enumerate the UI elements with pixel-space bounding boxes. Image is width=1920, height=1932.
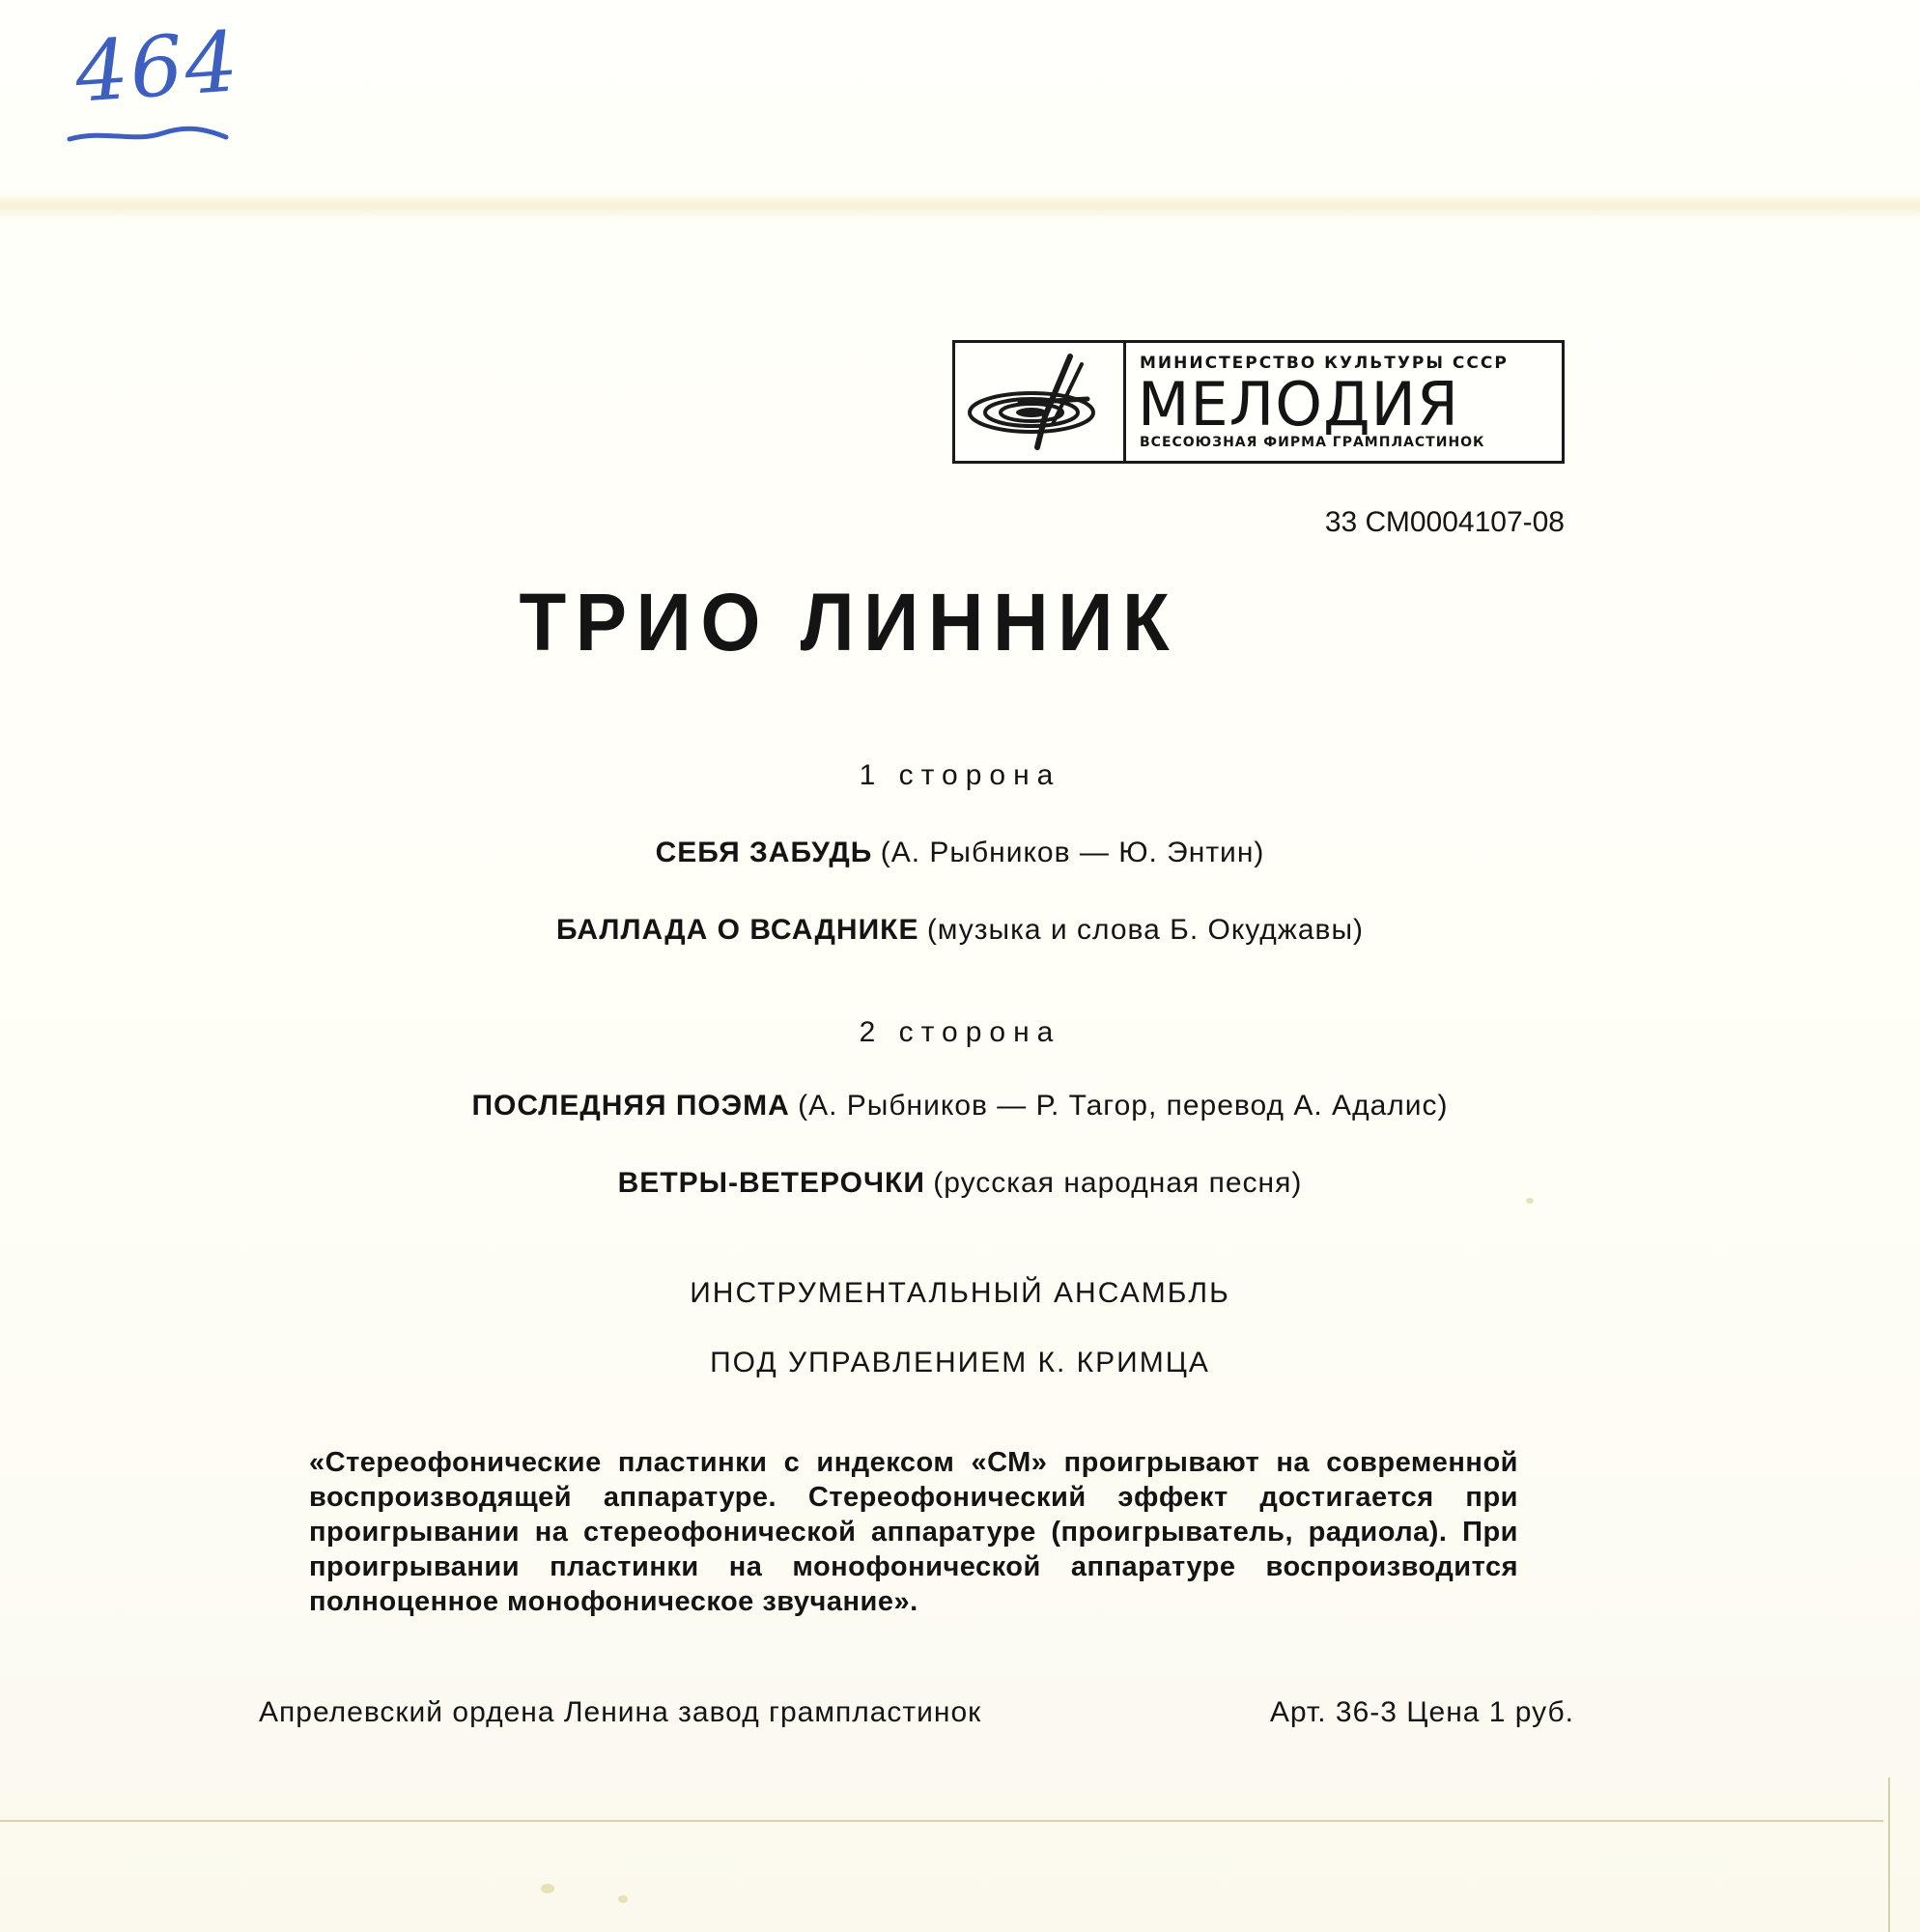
record-swirl-icon	[962, 349, 1116, 455]
logo-ministry-text: МИНИСТЕРСТВО КУЛЬТУРЫ СССР	[1140, 354, 1509, 373]
manufacturer-text: Апрелевский ордена Ленина завод грампластинок	[259, 1696, 982, 1728]
paper-speck	[618, 1895, 628, 1903]
melodiya-emblem-icon	[955, 343, 1126, 461]
track-credit: (А. Рыбников — Р. Тагор, перевод А. Адалис)	[798, 1090, 1449, 1122]
track-title: БАЛЛАДА О ВСАДНИКЕ	[555, 914, 919, 946]
article-price-text: Арт. 36-3 Цена 1 руб.	[1269, 1696, 1574, 1728]
logo-brand-text: МЕЛОДИЯ	[1138, 369, 1459, 440]
side-2-heading: 2 сторона	[859, 1016, 1061, 1048]
track-credit: (музыка и слова Б. Окуджавы)	[926, 914, 1365, 946]
logo-company-text: ВСЕСОЮЗНАЯ ФИРМА ГРАМПЛАСТИНОК	[1140, 435, 1485, 450]
paper-speck	[541, 1884, 554, 1893]
ensemble-line-1: ИНСТРУМЕНТАЛЬНЫЙ АНСАМБЛЬ	[690, 1277, 1230, 1309]
logo-text-block	[1126, 343, 1562, 461]
track-title: СЕБЯ ЗАБУДЬ	[655, 837, 873, 868]
track-list-item	[0, 837, 1920, 869]
handwritten-inventory-number	[71, 14, 268, 155]
track-list-item	[0, 1167, 1920, 1200]
handwritten-underline-icon	[66, 120, 230, 149]
track-list-item	[0, 914, 1920, 947]
handwritten-number-text: 464	[71, 14, 243, 122]
track-title: ВЕТРЫ-ВЕТЕРОЧКИ	[617, 1167, 925, 1199]
track-credit: (русская народная песня)	[933, 1167, 1303, 1199]
stereo-notice: «Стереофонические пластинки с индексом «СМ» проигрывают на современной воспроизводящей аппаратуре. Стереофонический эффект достигается при проигрывании на стереофонической аппаратуре (проигрыватель, радиола). При проигрывании пластинки на монофонической аппаратуре воспроизводится полноценное монофоническое звучание».	[309, 1447, 1518, 1617]
track-title: ПОСЛЕДНЯЯ ПОЭМА	[471, 1090, 790, 1122]
track-list-item	[0, 1090, 1920, 1122]
sleeve-bottom-edge	[0, 1820, 1883, 1822]
track-credit: (А. Рыбников — Ю. Энтин)	[880, 837, 1265, 868]
side-1-heading: 1 сторона	[859, 759, 1061, 791]
album-title: ТРИО ЛИННИК	[519, 577, 1179, 668]
catalog-number: 33 СМ0004107-08	[1324, 506, 1565, 538]
sleeve-fold-edge	[0, 191, 1920, 220]
sleeve-right-edge	[1888, 1777, 1890, 1932]
melodiya-logo	[952, 340, 1565, 464]
ensemble-line-2: ПОД УПРАВЛЕНИЕМ К. КРИМЦА	[710, 1347, 1210, 1378]
